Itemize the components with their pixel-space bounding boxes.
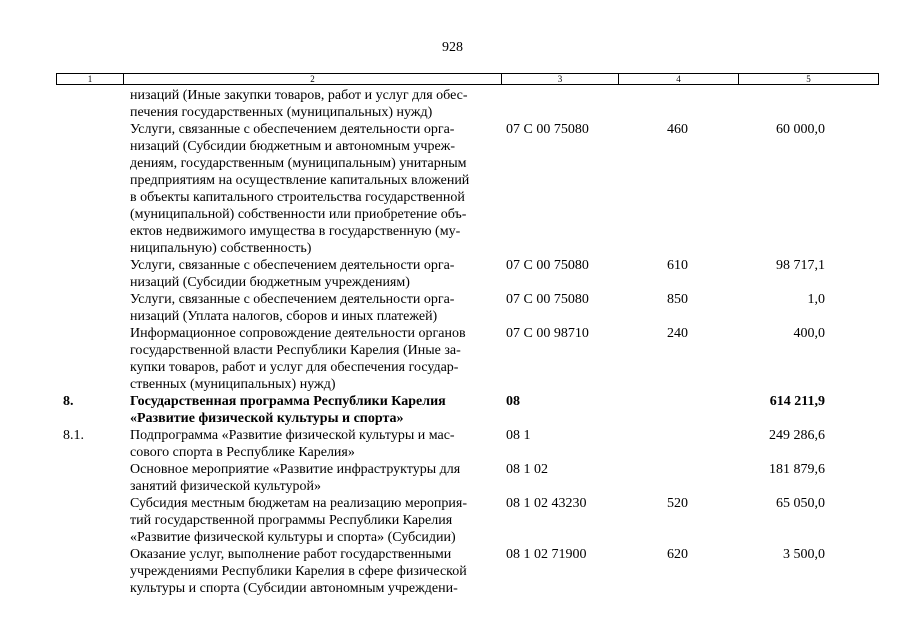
row-code: 08 1 02 71900 [506, 547, 587, 562]
table-row [0, 325, 905, 393]
row-number [0, 291, 130, 325]
page-number: 928 [442, 40, 463, 55]
row-code: 08 [506, 394, 520, 409]
row-type: 610 [667, 258, 688, 273]
header-col-3: 3 [502, 74, 619, 84]
row-amount: 98 717,1 [776, 258, 825, 273]
row-description: Субсидия местным бюджетам на реализацию мероприя- тий государственной программы Республики Карелия «Развитие физической культуры и спорта» (Субсидии) [130, 496, 468, 545]
row-amount: 65 050,0 [776, 496, 825, 511]
table-row [0, 427, 905, 461]
row-number: 8.1. [63, 428, 84, 443]
table-row [0, 257, 905, 291]
row-type: 460 [667, 122, 688, 137]
row-type: 620 [667, 547, 688, 562]
row-amount: 60 000,0 [776, 122, 825, 137]
row-code [500, 87, 650, 121]
row-number [0, 325, 130, 393]
row-description: Основное мероприятие «Развитие инфраструктуры для занятий физической культурой» [130, 462, 461, 494]
row-description: Услуги, связанные с обеспечением деятельности орга- низаций (Субсидии бюджетным учреждениям) [130, 258, 455, 290]
row-description: Подпрограмма «Развитие физической культуры и мас- сового спорта в Республике Карелия» [130, 428, 455, 460]
header-col-2: 2 [124, 74, 502, 84]
row-description: Оказание услуг, выполнение работ государственными учреждениями Республики Карелия в сфере физической культуры и спорта (Субсидии автономным учреждени- [130, 547, 467, 596]
row-type [650, 427, 730, 461]
table-row [0, 546, 905, 597]
row-description: Услуги, связанные с обеспечением деятельности орга- низаций (Уплата налогов, сборов и иных платежей) [130, 292, 455, 324]
row-type [650, 461, 730, 495]
row-amount: 400,0 [793, 326, 825, 341]
row-type: 520 [667, 496, 688, 511]
table-body [0, 87, 905, 597]
row-number [0, 495, 130, 546]
row-amount: 3 500,0 [783, 547, 825, 562]
row-code: 07 С 00 75080 [506, 258, 589, 273]
row-code: 07 С 00 75080 [506, 122, 589, 137]
row-number [0, 87, 130, 121]
row-code: 07 С 00 75080 [506, 292, 589, 307]
row-code: 08 1 02 [506, 462, 548, 477]
row-amount: 1,0 [807, 292, 825, 307]
row-type [650, 87, 730, 121]
row-number [0, 461, 130, 495]
table-header [56, 73, 879, 85]
table-row [0, 393, 905, 427]
row-amount: 614 211,9 [769, 394, 825, 409]
row-code: 07 С 00 98710 [506, 326, 589, 341]
row-number: 8. [63, 394, 74, 409]
table-row [0, 291, 905, 325]
row-number [0, 257, 130, 291]
table-row [0, 461, 905, 495]
row-description: Государственная программа Республики Карелия «Развитие физической культуры и спорта» [130, 394, 446, 426]
row-description: низаций (Иные закупки товаров, работ и услуг для обес- печения государственных (муниципальных) нужд) [130, 88, 468, 120]
table-row [0, 87, 905, 121]
row-amount [730, 87, 825, 121]
header-col-1: 1 [57, 74, 124, 84]
row-code: 08 1 [506, 428, 531, 443]
table-row [0, 121, 905, 257]
row-amount: 181 879,6 [769, 462, 825, 477]
row-code: 08 1 02 43230 [506, 496, 587, 511]
row-description: Информационное сопровождение деятельности органов государственной власти Республики Карелия (Иные за- купки товаров, работ и услуг для обеспечения государ- ственных (муниципальных) нужд) [130, 326, 466, 392]
header-col-4: 4 [619, 74, 739, 84]
row-number [0, 546, 130, 597]
row-amount: 249 286,6 [769, 428, 825, 443]
row-type: 850 [667, 292, 688, 307]
table-row [0, 495, 905, 546]
row-type: 240 [667, 326, 688, 341]
header-col-5: 5 [806, 74, 811, 84]
row-description: Услуги, связанные с обеспечением деятельности орга- низаций (Субсидии бюджетным и автономным учреж- дениям, государственным (муниципальным) унитарным предприятиям на осуществление капитальных вложений в объекты капитального строительства государственной (муниципальной) собственности или приобретение объ- ектов недвижимого имущества в государственную (му- ниципальную) собственность) [130, 122, 470, 256]
row-type [650, 393, 730, 427]
row-number [0, 121, 130, 257]
